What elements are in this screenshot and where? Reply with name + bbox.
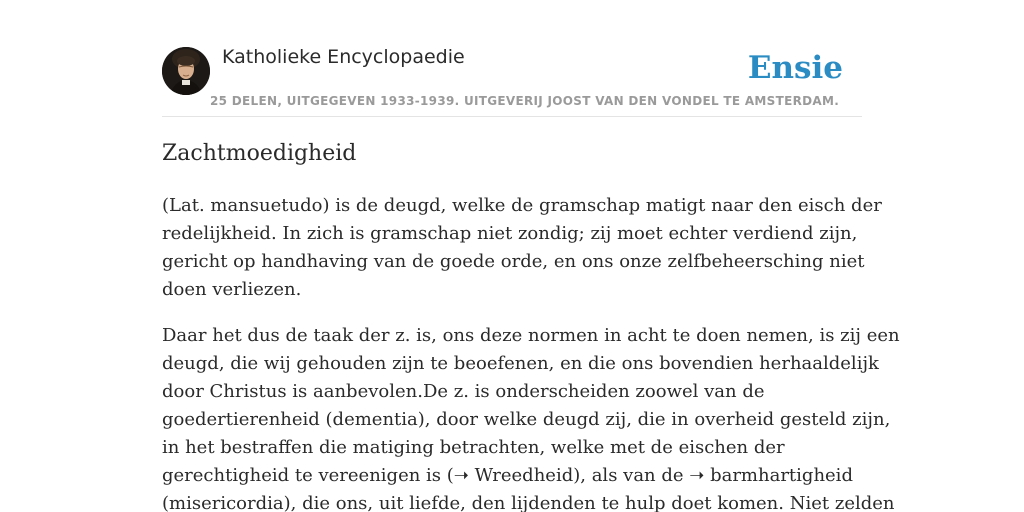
text-fragment: gerechtigheid te vereenigen is ( <box>162 465 454 486</box>
portrait-icon[interactable] <box>162 47 210 95</box>
source-meta: 25 DELEN, UITGEGEVEN 1933-1939. UITGEVERIJ JOOST VAN DEN VONDEL TE AMSTERDAM. <box>210 94 840 108</box>
article-title: Zachtmoedigheid <box>162 141 357 166</box>
source-title[interactable]: Katholieke Encyclopaedie <box>222 46 465 68</box>
text-line: goedertierenheid (dementia), door welke deugd zij, die in overheid gesteld zijn, <box>162 409 891 430</box>
text-line: Daar het dus de taak der z. is, ons deze normen in acht te doen nemen, is zij een <box>162 325 900 346</box>
cross-reference-link-barmhartigheid[interactable]: ➝ barmhartigheid <box>689 465 853 486</box>
article <box>162 138 900 512</box>
text-line: in het bestraffen die matiging betrachten, welke met de eischen der <box>162 437 785 458</box>
text-line: door Christus is aanbevolen.De z. is onderscheiden zoowel van de <box>162 381 765 402</box>
article-paragraph-2 <box>162 322 900 512</box>
article-paragraph-1 <box>162 192 882 304</box>
text-line: redelijkheid. In zich is gramschap niet zondig; zij moet echter verdiend zijn, <box>162 223 858 244</box>
text-fragment: ), als van de <box>573 465 690 486</box>
text-line <box>162 462 862 490</box>
source-header <box>162 44 862 117</box>
brand-logo[interactable]: Ensie <box>747 50 843 86</box>
text-line: gericht op handhaving van de goede orde, en ons onze zelfbeheersching niet <box>162 251 865 272</box>
text-line: deugd, die wij gehouden zijn te beoefenen, en die ons bovendien herhaaldelijk <box>162 353 879 374</box>
text-line: doen verliezen. <box>162 279 302 300</box>
cross-reference-link-wreedheid[interactable]: ➝ Wreedheid <box>453 465 574 486</box>
text-line: (Lat. mansuetudo) is de deugd, welke de gramschap matigt naar den eisch der <box>162 195 882 216</box>
text-line: (misericordia), die ons, uit liefde, den lijdenden te hulp doet komen. Niet zelden <box>162 493 895 512</box>
